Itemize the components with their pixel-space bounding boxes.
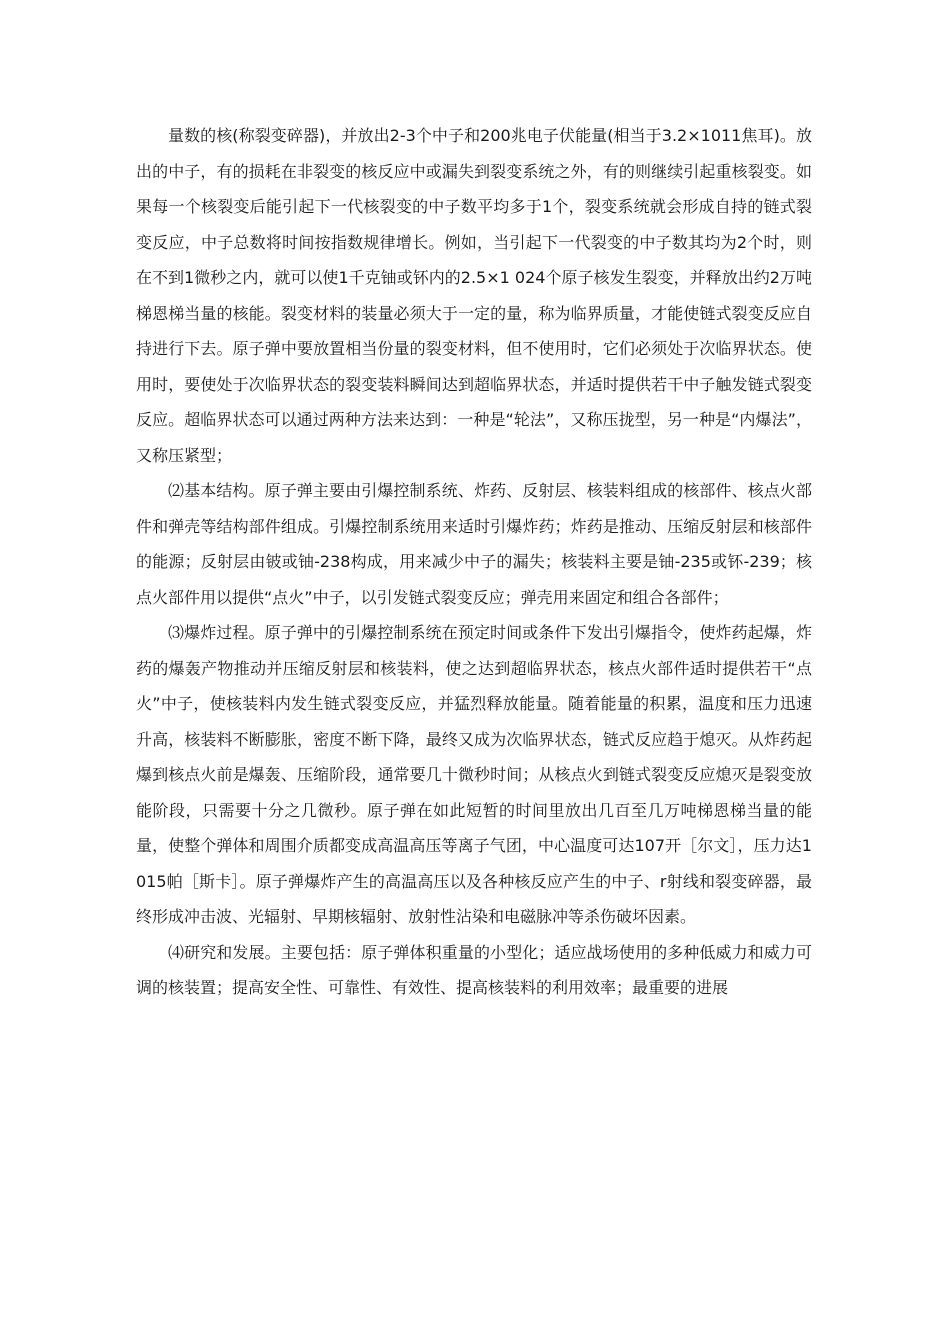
paragraph-explosion-process: ⑶爆炸过程。原子弹中的引爆控制系统在预定时间或条件下发出引爆指令，使炸药起爆，炸药的爆轰产物推动并压缩反射层和核装料，使之达到超临界状态，核点火部件适时提供若干“点火”中子，使核装料内发生链式裂变反应，并猛烈释放能量。随着能量的积累，温度和压力迅速升高，核装料不断膨胀，密度不断下降，最终又成为次临界状态，链式反应趋于熄灭。从炸药起爆到核点火前是爆轰、压缩阶段，通常要几十微秒时间；从核点火到链式裂变反应熄灭是裂变放能阶段，只需要十分之几微秒。原子弹在如此短暂的时间里放出几百至几万吨梯恩梯当量的能量，使整个弹体和周围介质都变成高温高压等离子气团，中心温度可达107开［尔文］，压力达1015帕［斯卡］。原子弹爆炸产生的高温高压以及各种核反应产生的中子、r射线和裂变碎器，最终形成冲击波、光辐射、早期核辐射、放射性沾染和电磁脉冲等杀伤破坏因素。	[136, 623, 812, 926]
document-body	[136, 118, 812, 1006]
paragraph-research-development: ⑷研究和发展。主要包括：原子弹体积重量的小型化；适应战场使用的多种低威力和威力可调的核装置；提高安全性、可靠性、有效性、提高核装料的利用效率；最重要的进展	[136, 942, 812, 997]
paragraph-basic-structure: ⑵基本结构。原子弹主要由引爆控制系统、炸药、反射层、核装料组成的核部件、核点火部件和弹壳等结构部件组成。引爆控制系统用来适时引爆炸药；炸药是推动、压缩反射层和核部件的能源；反射层由铍或铀-238构成，用来减少中子的漏失；核装料主要是铀-235或钚-239；核点火部件用以提供“点火”中子，以引发链式裂变反应；弹壳用来固定和组合各部件；	[136, 481, 812, 607]
paragraph-fission-chain-reaction: 量数的核(称裂变碎器)，并放出2-3个中子和200兆电子伏能量(相当于3.2×1011焦耳)。放出的中子，有的损耗在非裂变的核反应中或漏失到裂变系统之外，有的则继续引起重核裂变。如果每一个核裂变后能引起下一代核裂变的中子数平均多于1个，裂变系统就会形成自持的链式裂变反应，中子总数将时间按指数规律增长。例如，当引起下一代裂变的中子数其均为2个时，则在不到1微秒之内，就可以使1千克铀或钚内的2.5×1 024个原子核发生裂变，并释放出约2万吨梯恩梯当量的核能。裂变材料的装量必须大于一定的量，称为临界质量，才能使链式裂变反应自持进行下去。原子弹中要放置相当份量的裂变材料，但不使用时，它们必须处于次临界状态。使用时，要使处于次临界状态的裂变装料瞬间达到超临界状态，并适时提供若干中子触发链式裂变反应。超临界状态可以通过两种方法来达到：一种是“轮法”，又称压拢型，另一种是“内爆法”，又称压紧型；	[136, 126, 812, 465]
